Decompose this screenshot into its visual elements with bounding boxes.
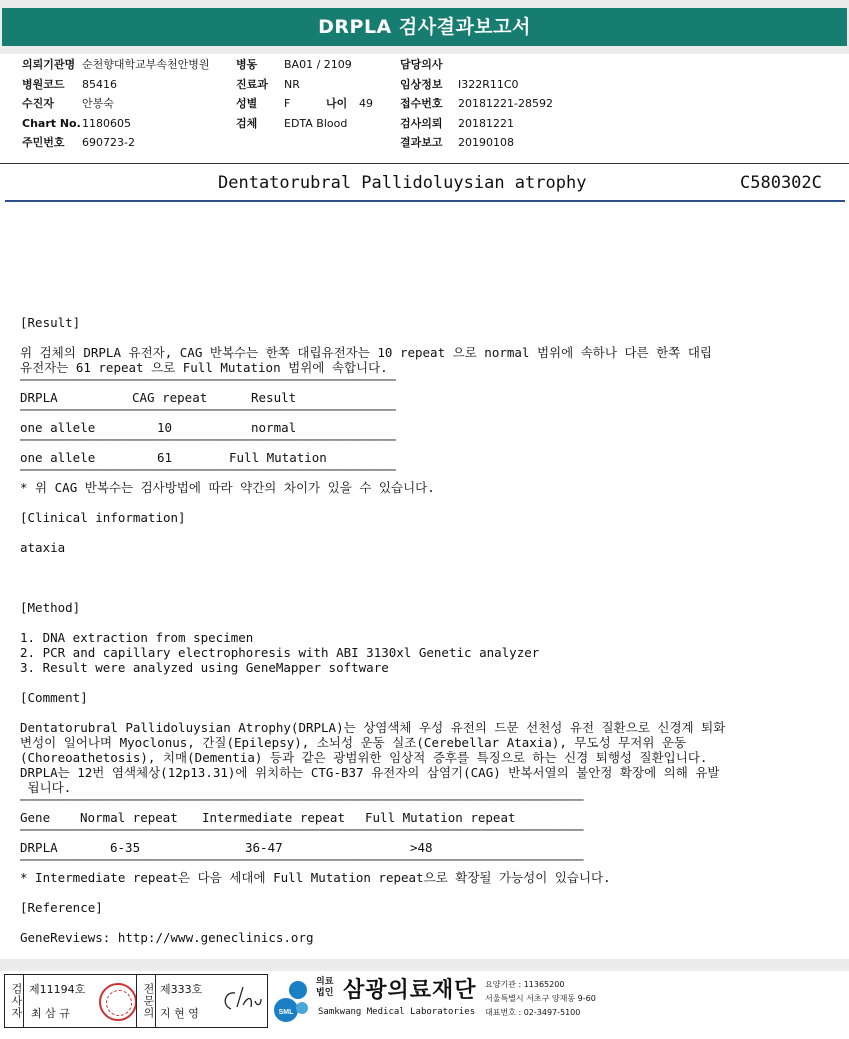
clinical-heading: [Clinical information] bbox=[20, 510, 186, 525]
result-row-1-result: normal bbox=[251, 420, 297, 435]
table-rule: ────────────────────────────────────────────────────────────────────────────── bbox=[20, 793, 584, 807]
org-detail-3: 대표번호 : 02-3497-5100 bbox=[485, 1008, 581, 1017]
chart-no: 1180605 bbox=[82, 116, 131, 130]
comment-line-5: 됩니다. bbox=[20, 780, 72, 795]
tester-license-no: 제11194호 bbox=[29, 983, 86, 996]
title-underline bbox=[5, 200, 845, 202]
ward: BA01 / 2109 bbox=[284, 58, 352, 71]
table-rule: ──────────────────────────────────────────────────── bbox=[20, 463, 396, 477]
label-resident-no: 주민번호 bbox=[22, 136, 65, 149]
divider bbox=[0, 163, 849, 164]
tester-seal-icon bbox=[99, 983, 137, 1021]
result-col-header-2: CAG repeat bbox=[132, 390, 208, 405]
patient-info-col3 bbox=[400, 55, 553, 153]
requesting-org: 순천향대학교부속천안병원 bbox=[82, 58, 210, 71]
label-accession-no: 접수번호 bbox=[400, 97, 443, 110]
comment-line-3: (Choreoathetosis), 치매(Dementia) 등과 같은 광범위한 임상적 증후를 특징으로 하는 신경 퇴행성 질환입니다. bbox=[20, 750, 708, 765]
label-specimen: 검체 bbox=[236, 116, 258, 130]
ref-row-intermediate: 36-47 bbox=[245, 840, 283, 855]
report-header bbox=[0, 0, 849, 54]
tester-name: 최 삼 규 bbox=[31, 1007, 70, 1020]
comment-line-2: 변성이 일어나며 Myoclonus, 간질(Epilepsy), 소뇌성 운동 실조(Cerebellar Ataxia), 무도성 무저위 운동 bbox=[20, 735, 687, 750]
ref-col-gene: Gene bbox=[20, 810, 51, 825]
org-name: 삼광의료재단 bbox=[343, 978, 477, 1003]
signature-box bbox=[4, 974, 268, 1028]
result-row-1-allele: one allele bbox=[20, 420, 96, 435]
department: NR bbox=[284, 77, 300, 91]
patient-info-col1 bbox=[22, 55, 210, 153]
request-date: 20181221 bbox=[458, 116, 514, 130]
org-detail-1: 요양기관 : 11365200 bbox=[485, 980, 565, 989]
org-prefix-1: 의료 bbox=[316, 977, 334, 987]
label-ward: 병동 bbox=[236, 58, 258, 71]
label-request-date: 검사의뢰 bbox=[400, 116, 443, 130]
label-sex: 성별 bbox=[236, 97, 258, 110]
tester-label-text: 검사자 bbox=[10, 983, 23, 1019]
result-line-1: 위 검체의 DRPLA 유전자, CAG 반복수는 한쪽 대립유전자는 10 repeat 으로 normal 범위에 속하나 다른 한쪽 대립 bbox=[20, 345, 712, 360]
label-patient-name: 수진자 bbox=[22, 97, 54, 110]
clinical-info-code: I322R11C0 bbox=[458, 77, 519, 91]
test-name: Dentatorubral Pallidoluysian atrophy bbox=[218, 173, 587, 193]
result-line-2: 유전자는 61 repeat 으로 Full Mutation 범위에 속합니다. bbox=[20, 360, 388, 375]
specialist-license-no: 제333호 bbox=[160, 983, 203, 996]
reference-text: GeneReviews: http://www.geneclinics.org bbox=[20, 930, 314, 945]
test-code: C580302C bbox=[740, 173, 822, 193]
org-prefix-2: 법인 bbox=[316, 988, 334, 998]
specialist-label-text: 전문의 bbox=[142, 983, 155, 1019]
result-row-1-repeat: 10 bbox=[157, 420, 173, 435]
clinical-text: ataxia bbox=[20, 540, 66, 555]
org-detail-2: 서울특별시 서초구 양재동 9-60 bbox=[485, 994, 596, 1003]
tester-label bbox=[5, 975, 24, 1027]
result-row-2-allele: one allele bbox=[20, 450, 96, 465]
label-hospital-code: 병원코드 bbox=[22, 77, 65, 91]
footer-bar bbox=[0, 959, 849, 971]
ref-row-gene: DRPLA bbox=[20, 840, 58, 855]
label-requesting-org: 의뢰기관명 bbox=[22, 58, 76, 71]
label-clinical-info: 임상정보 bbox=[400, 77, 443, 91]
signature-icon bbox=[217, 983, 263, 1019]
ref-row-normal: 6-35 bbox=[110, 840, 141, 855]
table-rule: ────────────────────────────────────────────────────────────────────────────── bbox=[20, 853, 584, 867]
method-heading: [Method] bbox=[20, 600, 81, 615]
label-report-date: 결과보고 bbox=[400, 136, 443, 149]
result-heading: [Result] bbox=[20, 315, 81, 330]
comment-heading: [Comment] bbox=[20, 690, 88, 705]
table-rule: ──────────────────────────────────────────────────── bbox=[20, 433, 396, 447]
sex: F bbox=[284, 97, 291, 110]
ref-row-full-mutation: >48 bbox=[410, 840, 433, 855]
label-age: 나이 bbox=[326, 97, 348, 110]
table-rule: ────────────────────────────────────────────────────────────────────────────── bbox=[20, 823, 584, 837]
result-row-2-result: Full Mutation bbox=[229, 450, 327, 465]
comment-line-4: DRPLA는 12번 염색체상(12p13.31)에 위치하는 CTG-B37 유전자의 삼염기(CAG) 반복서열의 불안정 확장에 의해 유발 bbox=[20, 765, 720, 780]
report-title: DRPLA 검사결과보고서 bbox=[2, 8, 847, 46]
sml-logo-icon bbox=[272, 978, 312, 1024]
specialist-label bbox=[136, 975, 156, 1027]
table-rule: ──────────────────────────────────────────────────── bbox=[20, 373, 396, 387]
ref-col-full-mutation: Full Mutation repeat bbox=[365, 810, 516, 825]
comment-note: * Intermediate repeat은 다음 세대에 Full Mutation repeat으로 확장될 가능성이 있습니다. bbox=[20, 870, 611, 885]
label-department: 진료과 bbox=[236, 77, 268, 91]
result-col-header-1: DRPLA bbox=[20, 390, 58, 405]
report-date: 20190108 bbox=[458, 136, 514, 149]
result-row-2-repeat: 61 bbox=[157, 450, 173, 465]
result-note: * 위 CAG 반복수는 검사방법에 따라 약간의 차이가 있을 수 있습니다. bbox=[20, 480, 435, 495]
result-col-header-3: Result bbox=[251, 390, 297, 405]
org-english-name: Samkwang Medical Laboratories bbox=[318, 1007, 476, 1017]
hospital-code: 85416 bbox=[82, 77, 117, 91]
age: 49 bbox=[359, 97, 373, 110]
ref-col-intermediate: Intermediate repeat bbox=[202, 810, 345, 825]
specialist-name: 지 현 영 bbox=[160, 1007, 199, 1020]
test-title-row bbox=[0, 173, 849, 197]
ref-col-normal: Normal repeat bbox=[80, 810, 178, 825]
resident-no: 690723-2 bbox=[82, 136, 135, 149]
method-item-1: 1. DNA extraction from specimen bbox=[20, 630, 254, 645]
method-item-3: 3. Result were analyzed using GeneMapper software bbox=[20, 660, 389, 675]
reference-heading: [Reference] bbox=[20, 900, 103, 915]
sml-logo-text: SML bbox=[278, 1009, 294, 1016]
accession-no: 20181221-28592 bbox=[458, 97, 553, 110]
org-prefix bbox=[316, 977, 333, 999]
table-rule: ──────────────────────────────────────────────────── bbox=[20, 403, 396, 417]
method-item-2: 2. PCR and capillary electrophoresis with ABI 3130xl Genetic analyzer bbox=[20, 645, 540, 660]
label-chart-no: Chart No. bbox=[22, 116, 81, 130]
label-attending-doctor: 담당의사 bbox=[400, 58, 443, 71]
comment-line-1: Dentatorubral Pallidoluysian Atrophy(DRPLA)는 상염색체 우성 유전의 드문 선천성 유전 질환으로 신경계 퇴화 bbox=[20, 720, 726, 735]
patient-info-col2 bbox=[236, 55, 373, 133]
specimen: EDTA Blood bbox=[284, 116, 348, 130]
patient-name: 안봉숙 bbox=[82, 97, 114, 110]
